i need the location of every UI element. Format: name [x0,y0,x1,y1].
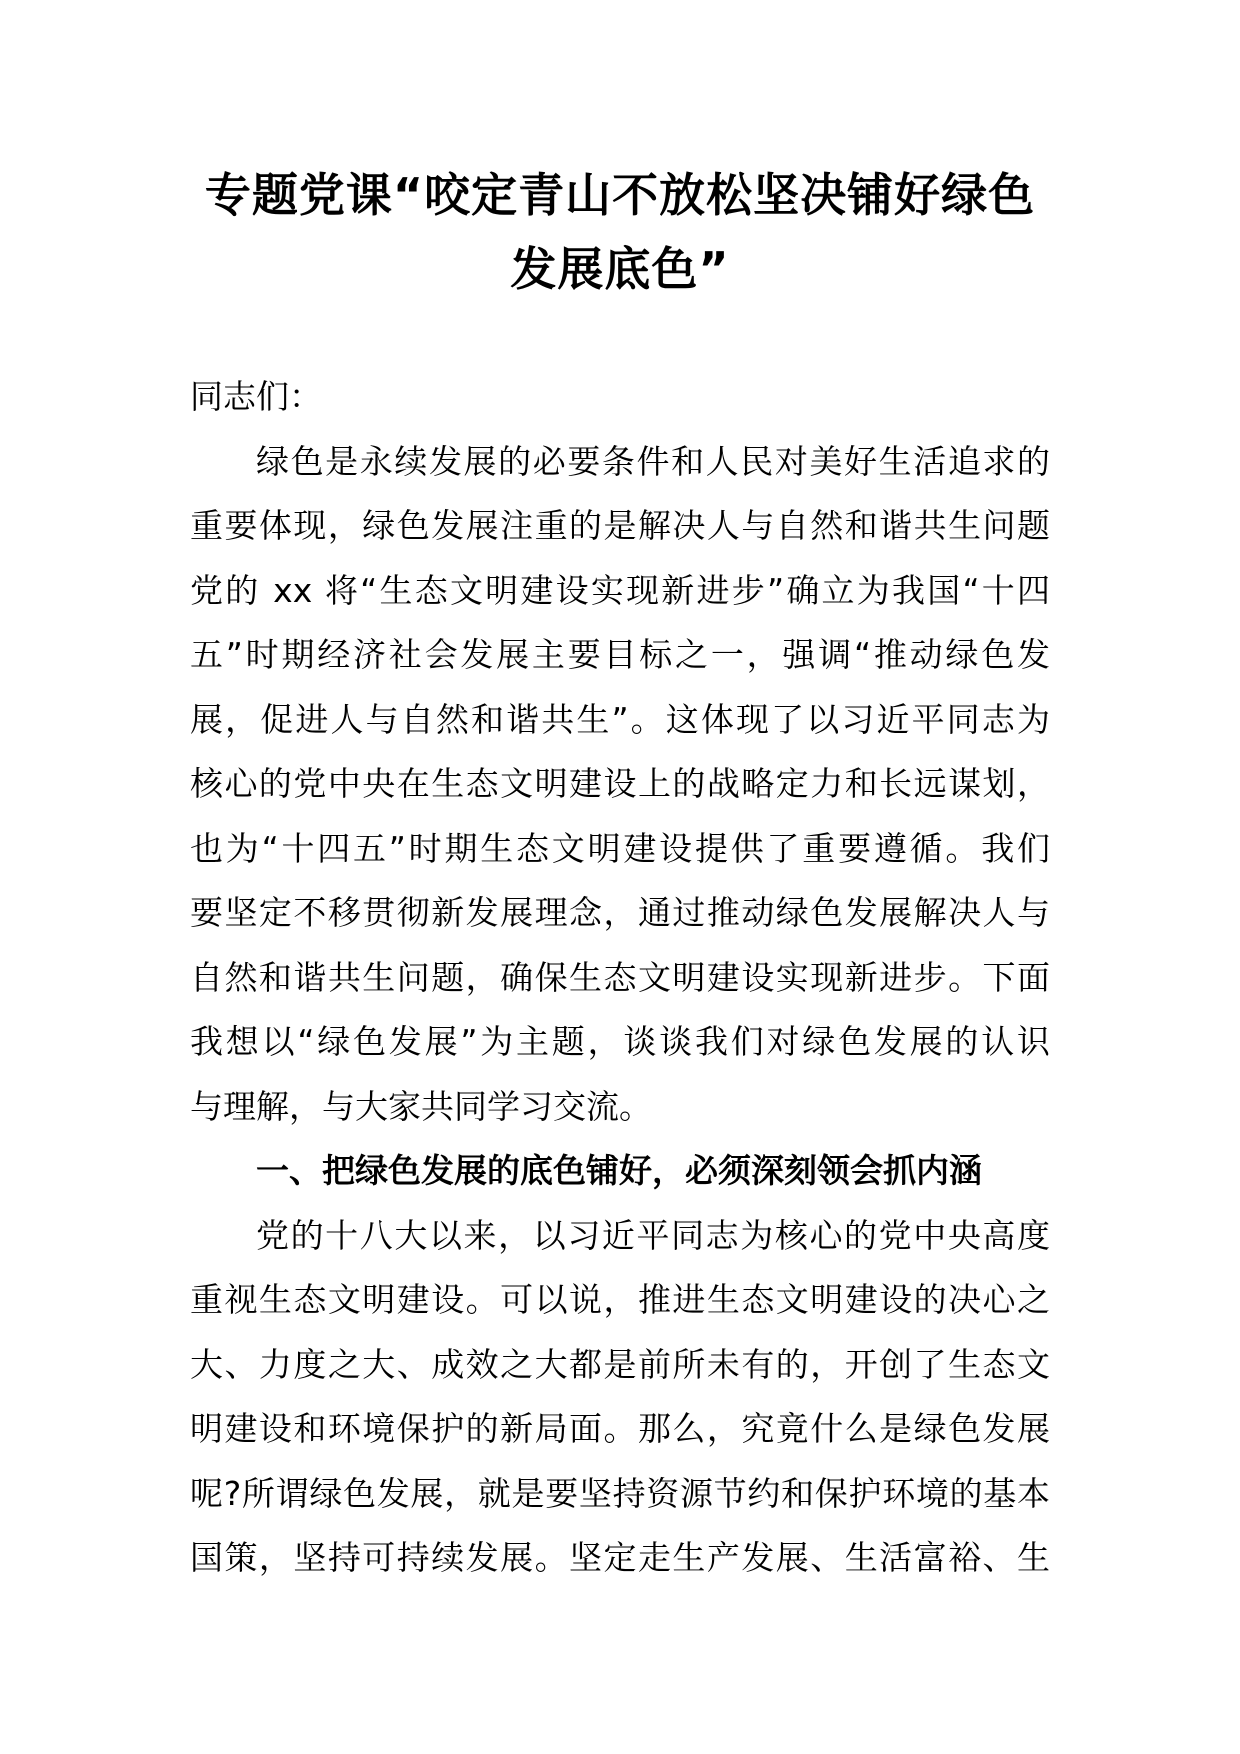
title-line: 发展底色” [510,242,730,296]
paragraph-line: 明建设和环境保护的新局面。那么，究竟什么是绿色发展 [190,1409,1050,1448]
paragraph-line: 也为“十四五”时期生态文明建设提供了重要遵循。我们 [190,828,1050,868]
paragraph-line: 党的 xx 将“生态文明建设实现新进步”确立为我国“十四 [190,570,1050,610]
paragraph-line: 核心的党中央在生态文明建设上的战略定力和长远谋划， [190,764,1050,803]
title-line: 专题党课“咬定青山不放松坚决铺好绿色 [204,168,1036,222]
paragraph-line: 重视生态文明建设。可以说，推进生态文明建设的决心之 [190,1280,1050,1319]
paragraph-line: 绿色是永续发展的必要条件和人民对美好生活追求的 [256,441,1050,481]
paragraph-line: 自然和谐共生问题，确保生态文明建设实现新进步。下面 [190,957,1050,997]
document-title [150,158,1090,306]
document-body [190,365,1050,1591]
section-heading: 一、把绿色发展的底色铺好，必须深刻领会抓内涵 [256,1151,982,1190]
paragraph-line: 重要体现，绿色发展注重的是解决人与自然和谐共生问题 [190,506,1050,545]
paragraph-line: 大、力度之大、成效之大都是前所未有的，开创了生态文 [190,1344,1050,1384]
paragraph-line: 党的十八大以来，以习近平同志为核心的党中央高度 [256,1215,1050,1255]
paragraph-line: 要坚定不移贯彻新发展理念，通过推动绿色发展解决人与 [190,893,1050,932]
paragraph-line: 呢?所谓绿色发展，就是要坚持资源节约和保护环境的基本 [190,1473,1050,1513]
paragraph-line: 展，促进人与自然和谐共生”。这体现了以习近平同志为 [190,699,1050,739]
paragraph-line: 我想以“绿色发展”为主题，谈谈我们对绿色发展的认识 [190,1022,1050,1061]
paragraph-line: 国策，坚持可持续发展。坚定走生产发展、生活富裕、生 [190,1538,1050,1577]
salutation: 同志们： [190,377,322,416]
paragraph-line: 五”时期经济社会发展主要目标之一，强调“推动绿色发 [190,635,1050,674]
paragraph-line: 与理解，与大家共同学习交流。 [190,1086,652,1126]
